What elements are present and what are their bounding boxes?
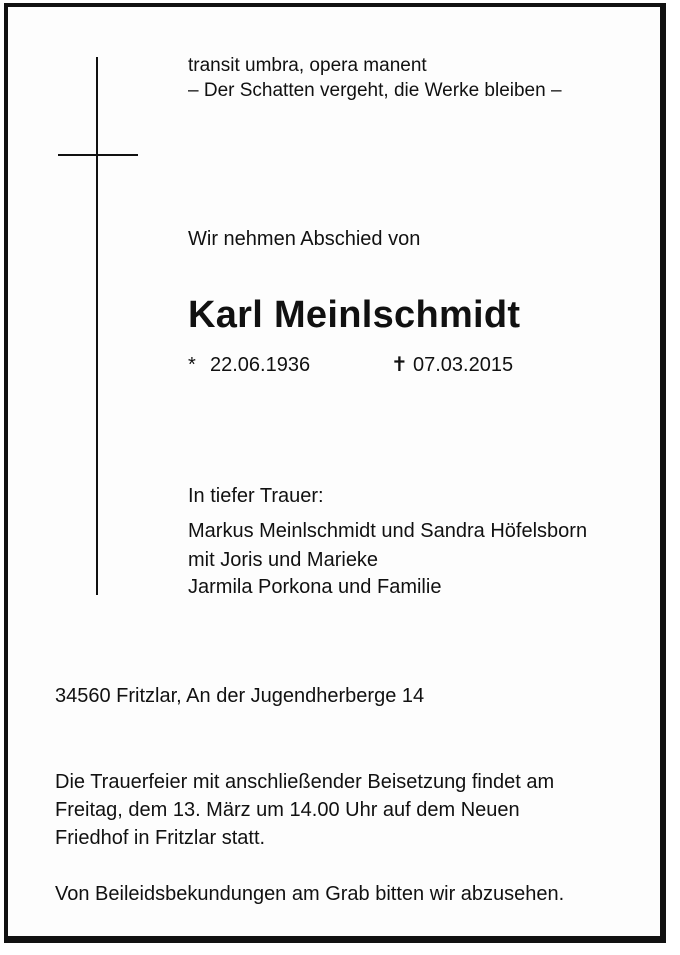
birth-line <box>188 352 310 378</box>
mourner-line: mit Joris und Marieke <box>188 549 379 571</box>
mourner-line: Markus Meinlschmidt und Sandra Höfelsborn <box>188 520 588 542</box>
announcement-line: Die Trauerfeier mit anschließender Beisetzung findet am <box>55 771 555 793</box>
cross-icon <box>96 57 98 595</box>
condolence-note: Von Beileidsbekundungen am Grab bitten wir abzusehen. <box>55 883 565 905</box>
birth-symbol: * <box>188 354 196 376</box>
announcement-line: Freitag, dem 13. März um 14.00 Uhr auf dem Neuen <box>55 799 520 821</box>
cross-icon-bar <box>58 154 138 156</box>
obituary-card <box>4 3 666 943</box>
motto-german: – Der Schatten vergeht, die Werke bleiben – <box>188 80 562 101</box>
motto-latin: transit umbra, opera manent <box>188 55 427 76</box>
death-line <box>391 352 513 378</box>
deceased-name: Karl Meinlschmidt <box>188 294 521 336</box>
mourners-heading: In tiefer Trauer: <box>188 485 324 507</box>
birth-date: 22.06.1936 <box>210 354 311 376</box>
death-cross-icon: ✝ <box>391 354 408 376</box>
intro-text: Wir nehmen Abschied von <box>188 228 421 250</box>
announcement-line: Friedhof in Fritzlar statt. <box>55 827 266 849</box>
address: 34560 Fritzlar, An der Jugendherberge 14 <box>55 685 425 707</box>
mourner-line: Jarmila Porkona und Familie <box>188 576 442 598</box>
death-date: 07.03.2015 <box>413 354 514 376</box>
